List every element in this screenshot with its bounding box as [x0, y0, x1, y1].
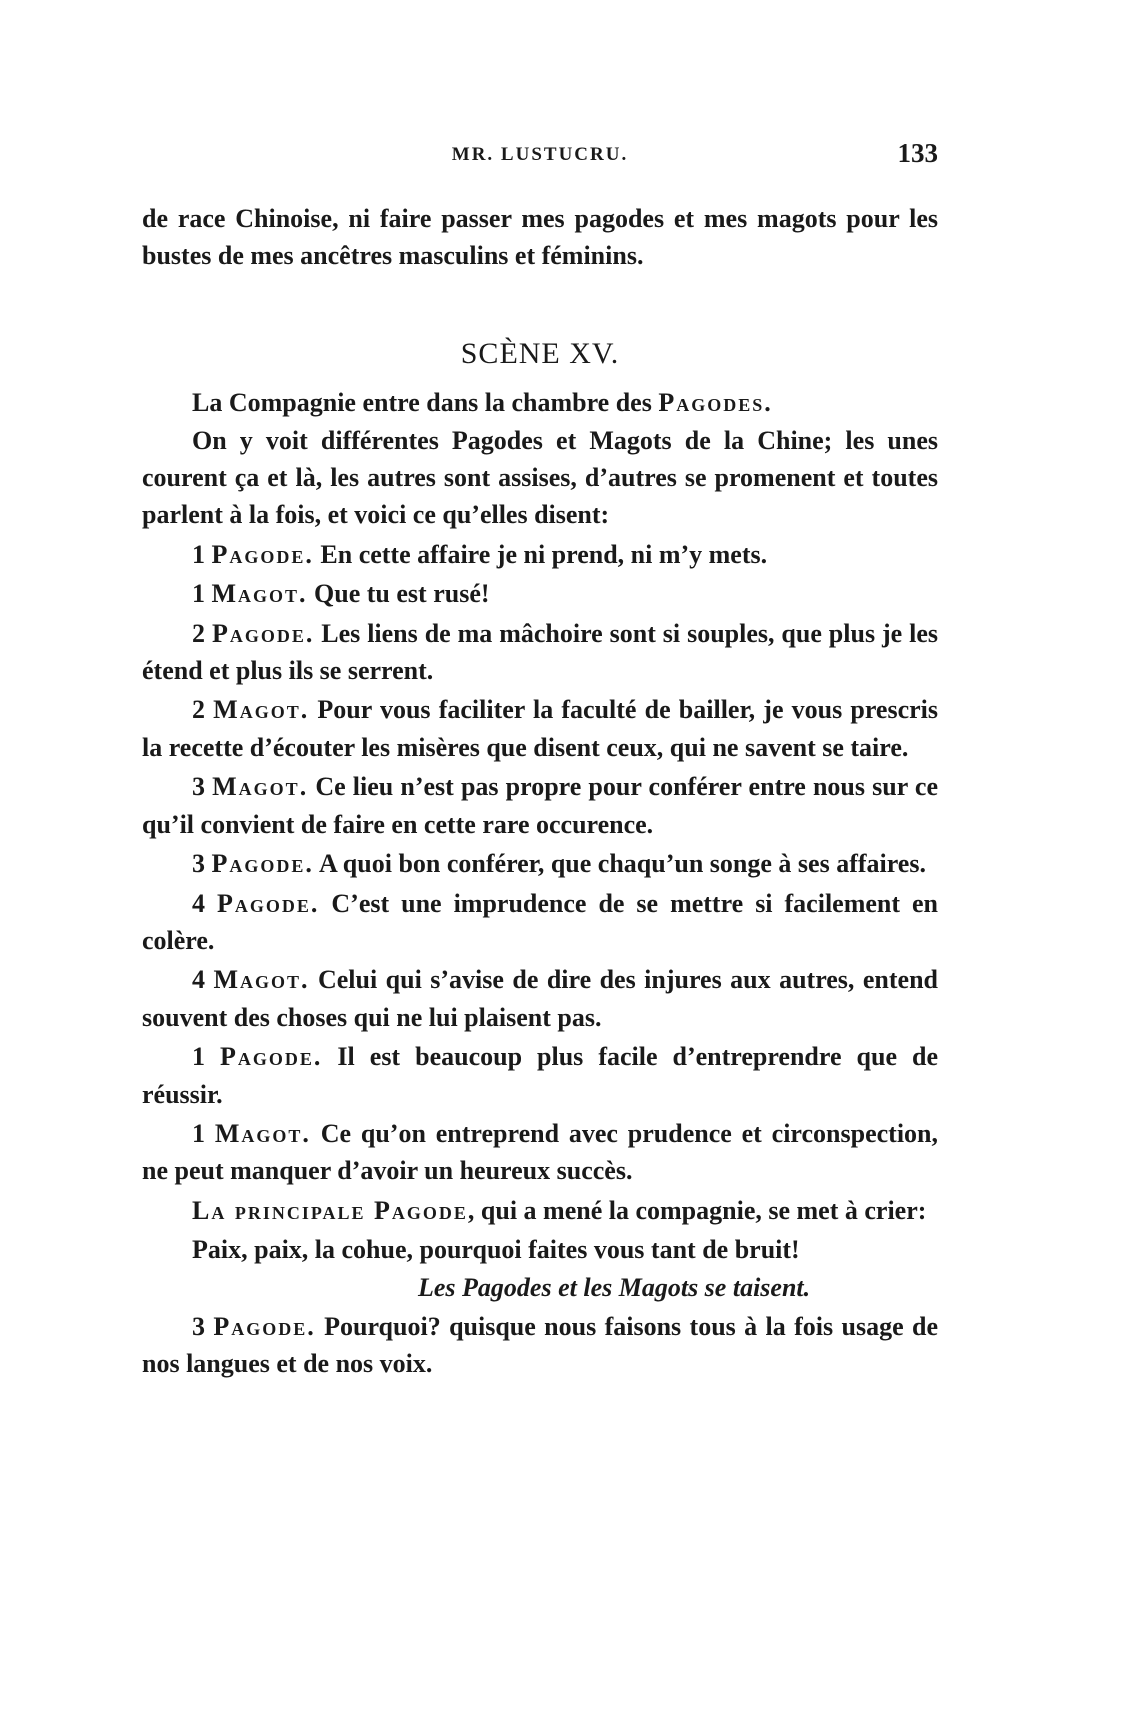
- dialogue-text: C’est une imprudence de se mettre si facilement en colère.: [142, 888, 939, 955]
- scene-heading: SCÈNE XV.: [460, 336, 620, 370]
- page-header: [142, 138, 938, 174]
- speaker-number: 1: [192, 539, 205, 569]
- dialogue-line: [142, 961, 938, 1036]
- principal-text: , qui a mené la compagnie, se met à crier:: [467, 1195, 927, 1225]
- dialogue-text: Il est beaucoup plus facile d’entreprendre que de réussir.: [142, 1042, 938, 1109]
- speaker-name: Magot.: [211, 579, 308, 609]
- opening-paragraph: de race Chinoise, ni faire passer mes pagodes et mes magots pour les bustes de mes ancêtres masculins et féminins.: [142, 204, 938, 271]
- principal-pagode-line: [142, 1192, 938, 1229]
- dialogue-line: [142, 1115, 938, 1190]
- speaker-name: Pagode.: [220, 1042, 323, 1072]
- speaker-number: 4: [192, 965, 205, 995]
- speaker-name: Pagode.: [211, 849, 314, 879]
- dialogue-line: [142, 575, 938, 612]
- speaker-name: Pagode.: [213, 1311, 316, 1341]
- dialogue-text: Pourquoi? quisque nous faisons tous à la fois usage de nos langues et de nos voix.: [142, 1311, 938, 1379]
- speaker-number: 2: [192, 695, 205, 725]
- speaker-name: Pagode.: [211, 618, 315, 648]
- page-body: [142, 200, 938, 1383]
- dialogue-text: En cette affaire je ni prend, ni m’y mets.: [320, 539, 768, 569]
- dialogue-text: Ce qu’on entreprend avec prudence et circonspection, ne peut manquer d’avoir un heureux succès.: [142, 1118, 938, 1186]
- dialogue-line: [142, 1038, 938, 1113]
- dialogue-line: [142, 615, 938, 690]
- running-title: MR. LUSTUCRU.: [451, 144, 629, 165]
- dialogue-text: Celui qui s’avise de dire des injures aux autres, entend souvent des choses qui ne lui plaisent pas.: [142, 965, 939, 1032]
- scene-description: On y voit différentes Pagodes et Magots de la Chine; les unes courent ça et là, les autres sont assises, d’autres se promenent et toutes parlent à la fois, et voici ce qu’elles disent:: [142, 425, 938, 530]
- speaker-name: Pagode.: [211, 539, 314, 569]
- speaker-number: 1: [192, 1042, 205, 1072]
- dialogue-text: Les liens de ma mâchoire sont si souples, que plus je les étend et plus ils se serrent.: [142, 618, 939, 686]
- speaker-number: 4: [192, 888, 205, 918]
- dialogue-line: [142, 845, 938, 882]
- stage-direction: Les Pagodes et les Magots se taisent.: [418, 1272, 811, 1302]
- page-number: 133: [897, 138, 938, 168]
- speaker-number: 3: [192, 772, 205, 802]
- speaker-number: 3: [192, 849, 205, 879]
- speaker-number: 2: [192, 618, 205, 648]
- speaker-name: Pagode.: [217, 888, 320, 918]
- scene-intro-smallcaps: Pagodes: [658, 388, 765, 418]
- speaker-number: 1: [192, 579, 205, 609]
- dialogue-line: [142, 536, 938, 573]
- dialogue-text: A quoi bon conférer, que chaqu’un songe à ses affaires.: [318, 849, 926, 879]
- speaker-number: 3: [192, 1311, 205, 1341]
- speaker-name: Magot.: [212, 772, 309, 802]
- principal-cry: Paix, paix, la cohue, pourquoi faites vous tant de bruit!: [192, 1235, 800, 1265]
- dialogue-text: Que tu est rusé!: [314, 579, 490, 609]
- dialogue-text: Ce lieu n’est pas propre pour conférer entre nous sur ce qu’il convient de faire en cette rare occurence.: [142, 772, 939, 839]
- scene-intro-text: La Compagnie entre dans la chambre des: [192, 388, 659, 418]
- speaker-name: Magot.: [213, 965, 310, 995]
- dialogue-line-last: [142, 1308, 938, 1383]
- dialogue-line: [142, 885, 938, 960]
- principal-speaker-name: La principale Pagode: [192, 1195, 468, 1225]
- speaker-name: Magot.: [214, 1118, 311, 1148]
- dialogue-text: Pour vous faciliter la faculté de bailler, je vous prescris la recette d’écouter les misères que disent ceux, qui ne savent se taire.: [142, 695, 939, 762]
- speaker-number: 1: [192, 1118, 205, 1148]
- dialogue-line: [142, 768, 938, 843]
- scene-intro-end: .: [764, 388, 771, 418]
- scene-intro: [142, 384, 938, 421]
- dialogue-line: [142, 691, 938, 766]
- speaker-name: Magot.: [213, 695, 310, 725]
